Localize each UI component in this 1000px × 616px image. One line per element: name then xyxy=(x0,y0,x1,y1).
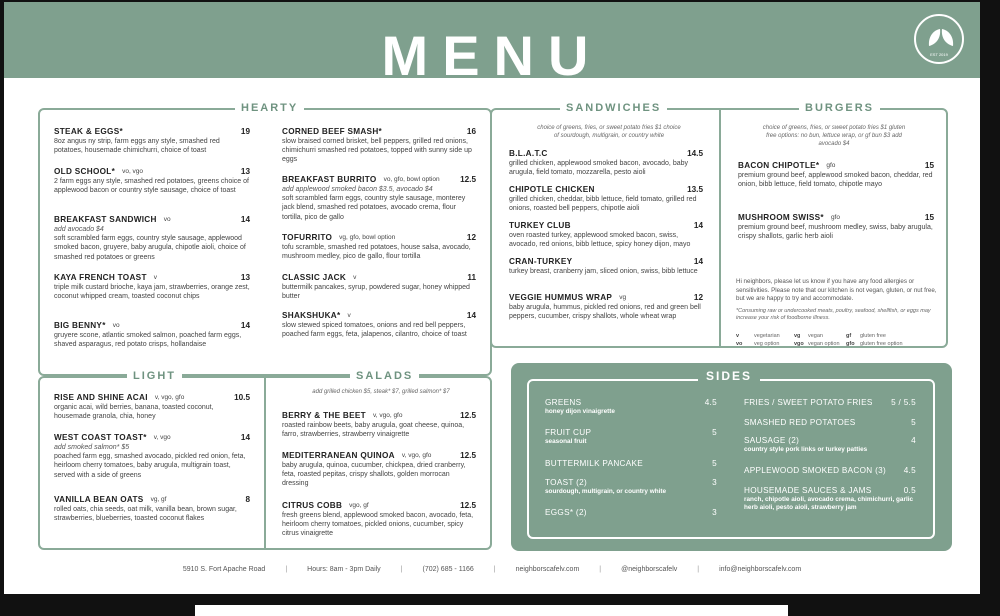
item-description: soft scrambled farm eggs, country style sausage, applewood smoked bacon, gruyere, baby arugula, chipotle aioli, choice of smashed red potatoes or greens xyxy=(54,235,246,261)
item-price: 10.5 xyxy=(234,393,250,402)
menu-item xyxy=(54,214,250,262)
item-name: STEAK & EGGS* xyxy=(54,127,123,136)
item-header xyxy=(54,392,250,403)
item-diet-tags: gfo xyxy=(826,162,836,169)
item-name: TOFURRITO xyxy=(282,233,333,242)
item-price: 19 xyxy=(240,127,250,136)
item-price: 14 xyxy=(240,433,250,442)
item-diet-tags: v xyxy=(153,274,157,281)
item-price: 14 xyxy=(466,311,476,320)
item-name: BERRY & THE BEET xyxy=(282,411,366,420)
item-description: 2 farm eggs any style, smashed red potatoes, greens choice of applewood bacon or country style sausage, choice of toast xyxy=(54,178,249,195)
item-description: grilled chicken, applewood smoked bacon, avocado, baby arugula, field tomato, mozzarella, pesto aioli xyxy=(509,160,689,177)
item-diet-tags: gfo xyxy=(830,214,840,221)
sandwiches-title: SANDWICHES xyxy=(560,102,667,114)
item-name: VEGGIE HUMMUS WRAP xyxy=(509,293,613,302)
item-name: BIG BENNY* xyxy=(54,321,106,330)
side-name: FRIES / SWEET POTATO FRIES xyxy=(744,398,873,407)
side-header xyxy=(545,397,717,408)
menu-item xyxy=(509,148,703,177)
item-name: RISE AND SHINE ACAI xyxy=(54,393,148,402)
item-diet-tags: vgo, gf xyxy=(349,502,369,509)
menu-item xyxy=(738,212,934,241)
bottom-strip xyxy=(195,605,788,616)
menu-item xyxy=(54,272,250,301)
item-name: BREAKFAST BURRITO xyxy=(282,175,377,184)
menu-item xyxy=(54,494,250,523)
side-price: 3 xyxy=(712,478,717,487)
item-name: CORNED BEEF SMASH* xyxy=(282,127,383,136)
item-header xyxy=(282,310,476,321)
footer-item: @neighborscafelv xyxy=(621,566,678,573)
burgers-title: BURGERS xyxy=(799,102,880,114)
footer-item: 5910 S. Fort Apache Road xyxy=(182,566,266,573)
item-price: 12.5 xyxy=(460,451,476,460)
item-description: turkey breast, cranberry jam, sliced onion, swiss, bibb lettuce xyxy=(509,268,698,275)
item-header xyxy=(509,184,703,195)
menu-sheet xyxy=(4,2,980,594)
menu-item xyxy=(738,160,934,189)
side-detail: ranch, chipotle aioli, avocado crema, chimichurri, garlic herb aioli, pesto aioli, strawberry jam xyxy=(744,496,914,512)
menu-item xyxy=(54,432,250,480)
item-price: 13 xyxy=(240,167,250,176)
item-name: BACON CHIPOTLE* xyxy=(738,161,820,170)
item-name: TURKEY CLUB xyxy=(509,221,571,230)
menu-item xyxy=(54,320,250,349)
item-header xyxy=(509,292,703,303)
item-diet-tags: vg, gfo, bowl option xyxy=(339,234,396,241)
side-item xyxy=(545,427,717,446)
item-price: 12 xyxy=(693,293,703,302)
side-header xyxy=(545,507,717,518)
side-name: APPLEWOOD SMOKED BACON (3) xyxy=(744,466,887,475)
side-name: EGGS* (2) xyxy=(545,508,587,517)
item-addon: add avocado $4 xyxy=(54,226,104,233)
side-price: 5 xyxy=(911,418,916,427)
menu-item xyxy=(54,126,250,155)
side-price: 4.5 xyxy=(903,466,916,475)
side-item xyxy=(744,485,916,513)
item-name: WEST COAST TOAST* xyxy=(54,433,147,442)
item-diet-tags: v, vgo, gfo xyxy=(154,394,185,401)
item-diet-tags: v xyxy=(347,312,351,319)
item-description: tofu scramble, smashed red potatoes, house salsa, avocado, mushroom medley, pico de gallo, flour tortilla xyxy=(282,244,471,261)
salads-title: SALADS xyxy=(350,370,419,382)
item-price: 14 xyxy=(693,257,703,266)
side-detail: sourdough, multigrain, or country white xyxy=(545,488,667,495)
side-name: SAUSAGE (2) xyxy=(744,436,800,445)
item-description: slow stewed spiced tomatoes, onions and red bell peppers, poached farm eggs, feta, jalapenos, cilantro, choice of toast xyxy=(282,322,467,339)
allergy-note xyxy=(736,278,944,322)
legend-label: vegan xyxy=(808,333,823,339)
item-diet-tags: v xyxy=(353,274,357,281)
item-header xyxy=(54,432,250,443)
item-price: 11 xyxy=(467,273,476,282)
item-description: fresh greens blend, applewood smoked bacon, avocado, feta, heirloom cherry tomatoes, pickled onions, cucumber, spicy citrus vinaigrette xyxy=(282,512,474,538)
item-header xyxy=(54,166,250,177)
item-name: CLASSIC JACK xyxy=(282,273,347,282)
side-header xyxy=(545,427,717,438)
menu-item xyxy=(282,126,476,165)
item-description: baby arugula, quinoa, cucumber, chickpea, dried cranberry, feta, roasted pepitas, crispy shallots, golden morrocan dressing xyxy=(282,462,466,488)
consumer-advisory: *Consuming raw or undercooked meats, poultry, seafood, shellfish, or eggs may increase your risk of foodborne illness. xyxy=(736,307,931,321)
item-price: 12.5 xyxy=(460,175,476,184)
item-price: 15 xyxy=(924,161,934,170)
item-header xyxy=(509,220,703,231)
legend-code: gf xyxy=(846,333,852,339)
item-diet-tags: vo, gfo, bowl option xyxy=(383,176,440,183)
item-diet-tags: vg xyxy=(619,294,627,301)
legend-label: veg option xyxy=(754,341,780,347)
legend-code: gfo xyxy=(846,341,855,347)
light-title: LIGHT xyxy=(127,370,182,382)
side-price: 0.5 xyxy=(903,486,916,495)
item-diet-tags: vg, gf xyxy=(150,496,167,503)
item-addon: add applewood smoked bacon $3.5, avocado $4 xyxy=(282,186,433,193)
item-header xyxy=(282,450,476,461)
legend-code: vg xyxy=(794,333,801,339)
legend-code: vgo xyxy=(794,341,804,347)
side-header xyxy=(744,485,916,496)
side-item xyxy=(744,417,916,428)
item-description: grilled chicken, cheddar, bibb lettuce, field tomato, grilled red onions, roasted bell peppers, chipotle aioli xyxy=(509,196,697,213)
side-price: 5 / 5.5 xyxy=(891,398,916,407)
item-header xyxy=(282,126,476,137)
item-diet-tags: v, vgo, gfo xyxy=(372,412,403,419)
item-header xyxy=(738,212,934,223)
item-description: poached farm egg, smashed avocado, pickled red onion, feta, heirloom cherry tomatoes, baby arugula, multigrain toast, served with a side of greens xyxy=(54,453,246,479)
side-header xyxy=(744,417,916,428)
side-name: BUTTERMILK PANCAKE xyxy=(545,459,644,468)
footer-separator: | xyxy=(493,566,496,573)
side-header xyxy=(545,477,717,488)
item-price: 14 xyxy=(240,321,250,330)
item-price: 12.5 xyxy=(460,411,476,420)
item-header xyxy=(282,272,476,283)
legend-code: v xyxy=(736,333,740,339)
item-name: CITRUS COBB xyxy=(282,501,343,510)
footer-separator: | xyxy=(697,566,700,573)
legend-label: vegetarian xyxy=(754,333,780,339)
allergy-text: Hi neighbors, please let us know if you have any food allergies or sensitivities. Please note that our kitchen is not vegan, gluten, or nut free, but we are happy to try and accommodate. xyxy=(736,278,937,303)
item-description: baby arugula, hummus, pickled red onions, red and green bell peppers, cucumber, crispy shallots, whole wheat wrap xyxy=(509,304,701,321)
sides-title: SIDES xyxy=(698,369,760,383)
item-name: OLD SCHOOL* xyxy=(54,167,116,176)
menu-item xyxy=(54,392,250,421)
side-item xyxy=(545,397,717,416)
item-price: 14 xyxy=(240,215,250,224)
item-price: 14 xyxy=(693,221,703,230)
divider xyxy=(719,108,721,348)
item-price: 13 xyxy=(240,273,250,282)
side-price: 5 xyxy=(712,428,717,437)
item-header xyxy=(738,160,934,171)
item-description: 8oz angus ny strip, farm eggs any style, smashed red potatoes, housemade chimichurri, choice of toast xyxy=(54,138,220,155)
menu-item xyxy=(509,292,703,321)
item-diet-tags: vo xyxy=(112,322,120,329)
side-item xyxy=(545,507,717,518)
side-price: 4 xyxy=(911,436,916,445)
footer-item: neighborscafelv.com xyxy=(515,566,580,573)
item-description: rolled oats, chia seeds, oat milk, vanilla bean, brown sugar, strawberries, blueberries, toasted coconut flakes xyxy=(54,506,237,523)
item-name: MEDITERRANEAN QUINOA xyxy=(282,451,395,460)
item-diet-tags: v, vgo xyxy=(153,434,171,441)
side-name: FRUIT CUP xyxy=(545,428,592,437)
menu-item xyxy=(282,450,476,489)
side-name: SMASHED RED POTATOES xyxy=(744,418,856,427)
side-item xyxy=(744,397,916,408)
item-header xyxy=(54,272,250,283)
side-item xyxy=(744,465,916,476)
side-detail: honey dijon vinaigrette xyxy=(545,408,615,415)
item-header xyxy=(54,494,250,505)
hearty-title: HEARTY xyxy=(235,102,304,114)
side-price: 3 xyxy=(712,508,717,517)
item-description: organic acai, wild berries, banana, toasted coconut, housemade granola, chia, honey xyxy=(54,404,214,421)
sides-section xyxy=(511,363,952,551)
sandwiches-note: choice of greens, fries, or sweet potato fries $1 choice of sourdough, multigrain, or country white xyxy=(537,125,681,139)
item-description: soft scrambled farm eggs, country style sausage, monterey jack blend, smashed red potatoes, avocado crema, flour tortilla, pico de gallo xyxy=(282,195,466,221)
item-header xyxy=(509,256,703,267)
menu-item xyxy=(282,310,476,339)
item-header xyxy=(282,410,476,421)
side-item xyxy=(545,458,717,469)
item-diet-tags: vo xyxy=(163,216,171,223)
item-name: CRAN-TURKEY xyxy=(509,257,573,266)
item-price: 8 xyxy=(245,495,250,504)
divider xyxy=(264,376,266,550)
item-price: 12 xyxy=(466,233,476,242)
item-price: 15 xyxy=(924,213,934,222)
legend-label: gluten free xyxy=(860,333,886,339)
side-item xyxy=(744,435,916,454)
menu-item xyxy=(509,256,703,276)
item-header xyxy=(509,148,703,159)
item-name: VANILLA BEAN OATS xyxy=(54,495,144,504)
menu-item xyxy=(509,220,703,249)
menu-item xyxy=(282,232,476,261)
side-header xyxy=(545,458,717,469)
menu-item xyxy=(54,166,250,195)
footer-separator: | xyxy=(285,566,288,573)
menu-item xyxy=(282,410,476,439)
item-price: 12.5 xyxy=(460,501,476,510)
item-name: SHAKSHUKA* xyxy=(282,311,341,320)
side-price: 4.5 xyxy=(704,398,717,407)
item-description: oven roasted turkey, applewood smoked bacon, swiss, avocado, red onions, bibb lettuce, spicy honey dijon, mayo xyxy=(509,232,691,249)
item-description: roasted rainbow beets, baby arugula, goat cheese, quinoa, farro, strawberries, strawberry vinaigrette xyxy=(282,422,465,439)
item-header xyxy=(54,320,250,331)
legend-label: vegan option xyxy=(808,341,840,347)
diet-legend xyxy=(736,332,944,348)
item-description: premium ground beef, mushroom medley, swiss, baby arugula, crispy shallots, garlic herb aioli xyxy=(738,224,933,241)
item-diet-tags: v, vgo, gfo xyxy=(401,452,432,459)
item-description: slow braised corned brisket, bell peppers, grilled red onions, chimichurri smashed red potatoes, topped with sunny side up eggs xyxy=(282,138,472,164)
item-price: 16 xyxy=(466,127,476,136)
footer-item: Hours: 8am - 3pm Daily xyxy=(307,566,381,573)
legend-code: vo xyxy=(736,341,743,347)
item-price: 13.5 xyxy=(687,185,703,194)
side-header xyxy=(744,465,916,476)
footer-separator: | xyxy=(400,566,403,573)
side-price: 5 xyxy=(712,459,717,468)
item-header xyxy=(54,126,250,137)
burgers-note: choice of greens, fries, or sweet potato fries $1 gluten free options: no bun, lettuce wrap, or gf bun $3 add avocado $4 xyxy=(762,125,906,147)
item-addon: add smoked salmon* $5 xyxy=(54,444,130,451)
side-detail: country style pork links or turkey patties xyxy=(744,446,868,453)
item-diet-tags: vo, vgo xyxy=(122,168,144,175)
side-header xyxy=(744,435,916,446)
item-name: MUSHROOM SWISS* xyxy=(738,213,824,222)
footer-item: (702) 685 - 1166 xyxy=(422,566,474,573)
side-header xyxy=(744,397,916,408)
menu-title: MENU xyxy=(381,24,603,87)
item-price: 14.5 xyxy=(687,149,703,158)
side-name: HOUSEMADE SAUCES & JAMS xyxy=(744,486,872,495)
item-name: B.L.A.T.C xyxy=(509,149,548,158)
footer-item: info@neighborscafelv.com xyxy=(719,566,802,573)
salads-note: add grilled chicken $5, steak* $7, grilled salmon* $7 xyxy=(312,389,450,395)
menu-item xyxy=(282,174,476,222)
menu-item xyxy=(282,272,476,301)
menu-item xyxy=(509,184,703,213)
footer-separator: | xyxy=(599,566,602,573)
leaf-logo-icon xyxy=(914,14,964,64)
item-description: gruyere scone, atlantic smoked salmon, poached farm eggs, shaved asparagus, red potato crisps, hollandaise xyxy=(54,332,242,349)
item-description: buttermilk pancakes, syrup, powdered sugar, honey whipped butter xyxy=(282,284,470,301)
item-description: triple milk custard brioche, kaya jam, strawberries, orange zest, coconut whipped cream, toasted coconut chips xyxy=(54,284,250,301)
item-description: premium ground beef, applewood smoked bacon, cheddar, red onion, bibb lettuce, field tomato, chipotle mayo xyxy=(738,172,933,189)
side-item xyxy=(545,477,717,496)
footer-contact-bar xyxy=(4,566,980,573)
item-name: BREAKFAST SANDWICH xyxy=(54,215,157,224)
side-detail: seasonal fruit xyxy=(545,438,587,445)
side-name: TOAST (2) xyxy=(545,478,587,487)
item-header xyxy=(282,232,476,243)
item-header xyxy=(282,500,476,511)
item-name: CHIPOTLE CHICKEN xyxy=(509,185,595,194)
side-name: GREENS xyxy=(545,398,582,407)
legend-label: gluten free option xyxy=(860,341,903,347)
item-header xyxy=(54,214,250,225)
menu-item xyxy=(282,500,476,539)
item-header xyxy=(282,174,476,185)
item-name: KAYA FRENCH TOAST xyxy=(54,273,147,282)
logo-est-text: EST 2019 xyxy=(930,52,948,57)
